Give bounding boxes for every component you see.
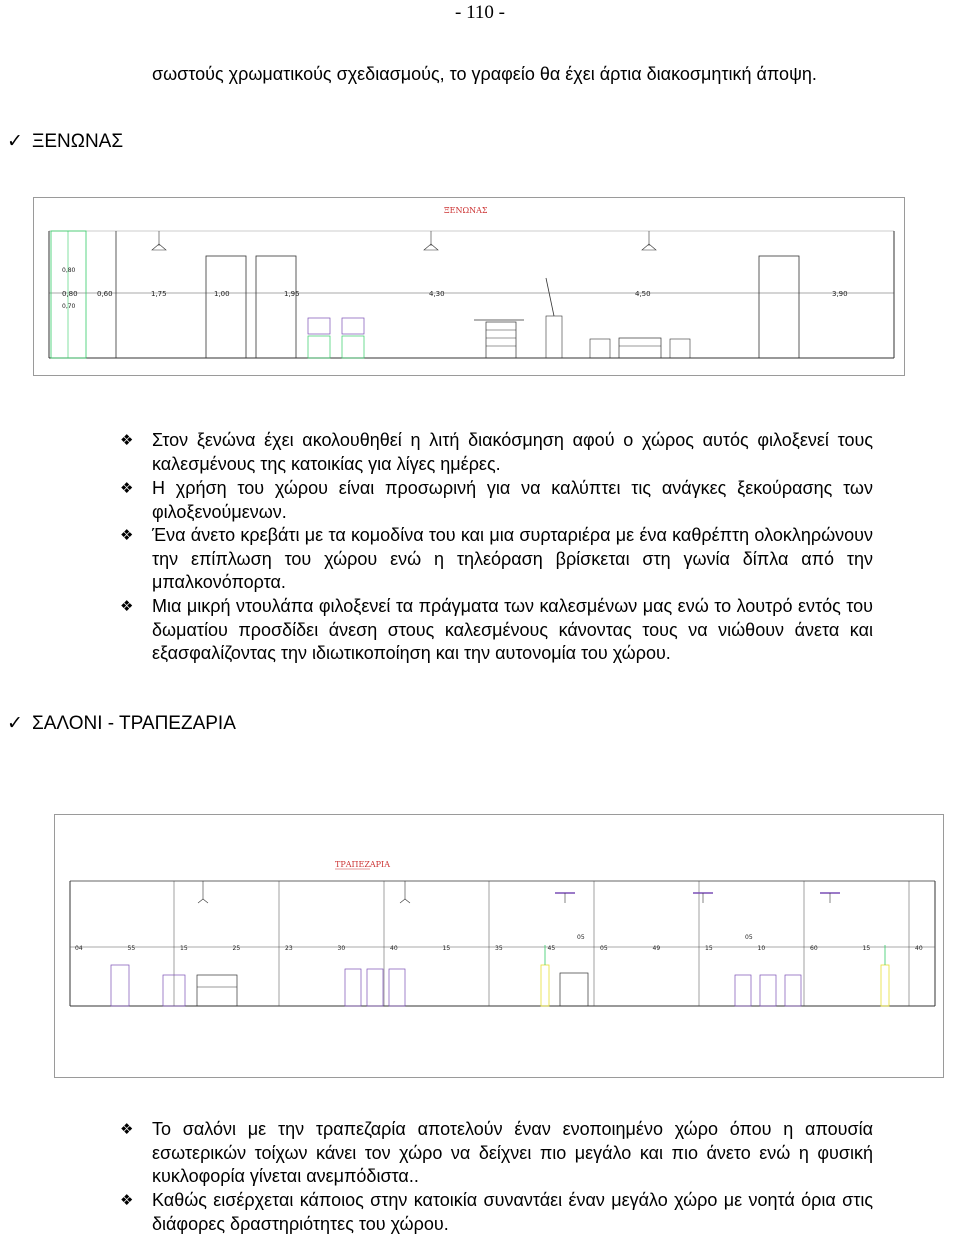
section-heading-living-dining xyxy=(0,712,236,736)
page-number: - 110 - xyxy=(455,2,505,23)
ceiling-lamp xyxy=(198,881,208,903)
drawing-title: ΤΡΑΠΕΖΑΡΙΑ xyxy=(335,860,390,869)
chair-2 xyxy=(342,318,364,358)
dimension-label-small: 0,80 xyxy=(62,267,76,274)
dimension-label: 40 xyxy=(915,945,923,952)
nightstand-right xyxy=(670,339,690,358)
door-3 xyxy=(759,256,799,358)
door-2 xyxy=(256,256,296,358)
dining-chair xyxy=(389,969,405,1006)
dimension-label: 3,90 xyxy=(832,290,848,298)
armchair xyxy=(197,975,237,1006)
dining-elevation-drawing xyxy=(54,814,944,1078)
bullet-item xyxy=(120,477,873,524)
diamond-bullet-icon: ❖ xyxy=(120,431,134,449)
diamond-bullet-icon: ❖ xyxy=(120,1120,134,1138)
bullet-text: Το σαλόνι με την τραπεζαρία αποτελούν έναν ενοποιημένο χώρο όπου η απουσία εσωτερικών τοίχων κάνει τον χώρο να δείχνει πιο μεγάλο και πιο άνετο ενώ η φυσική κυκλοφορία γίνεται ανεμπόδιστα.. xyxy=(152,1119,873,1186)
dimension-label-small: 05 xyxy=(577,934,585,941)
bullet-text: Η χρήση του χώρου είναι προσωρινή για να καλύπτει τις ανάγκες ξεκούρασης των φιλοξενούμενων. xyxy=(152,478,873,522)
dining-chair xyxy=(785,975,801,1006)
wall-sconce-purple xyxy=(555,893,575,903)
dimension-label: 15 xyxy=(705,945,713,952)
dimension-label-small: 0,70 xyxy=(62,303,76,310)
bed xyxy=(619,338,661,358)
wall-divisions xyxy=(174,881,909,1006)
dining-chair xyxy=(367,969,383,1006)
dresser xyxy=(474,320,524,358)
dimension-label: 60 xyxy=(810,945,818,952)
ceiling-lamp xyxy=(642,231,656,250)
chair-1 xyxy=(308,318,330,358)
bullet-item xyxy=(120,1189,873,1236)
dimension-label: 1,95 xyxy=(284,290,300,298)
bullet-item xyxy=(120,595,873,666)
check-icon: ✓ xyxy=(7,713,23,734)
dimension-label: 49 xyxy=(652,945,661,952)
diamond-bullet-icon: ❖ xyxy=(120,597,134,615)
dimension-label: 25 xyxy=(232,945,241,952)
ceiling-lamp xyxy=(400,881,410,903)
guestroom-elevation-drawing xyxy=(33,197,905,376)
bullet-text: Στον ξενώνα έχει ακολουθηθεί η λιτή διακόσμηση αφού ο χώρος αυτός φιλοξενεί τους καλεσμένους της κατοικίας για λίγες ημέρες. xyxy=(152,430,873,474)
dining-chair xyxy=(735,975,751,1006)
dimension-label: 55 xyxy=(127,945,136,952)
dimension-label: 0,60 xyxy=(97,290,113,298)
bullet-text: Μια μικρή ντουλάπα φιλοξενεί τα πράγματα των καλεσμένων μας ενώ το λουτρό εντός του δωματίου προσδίδει άνεση στους καλεσμένους κάνοντας τους να νιώθουν άνετα και εξασφαλίζοντας την ιδιωτικοποίηση και την αυτονομία του χώρου. xyxy=(152,596,873,663)
dimension-label: 05 xyxy=(600,945,608,952)
dimension-label: 35 xyxy=(495,945,503,952)
bullet-item xyxy=(120,429,873,476)
door-1 xyxy=(206,256,246,358)
dimension-label: 40 xyxy=(390,945,398,952)
dimension-label: 0,80 xyxy=(62,290,78,298)
plant-pot xyxy=(881,945,889,1006)
dimension-label: 45 xyxy=(547,945,556,952)
ceiling-lamp xyxy=(424,231,438,250)
dimension-label: 1,00 xyxy=(214,290,230,298)
dimension-label: 4,30 xyxy=(429,290,445,298)
dimension-label: 1,75 xyxy=(151,290,167,298)
diamond-bullet-icon: ❖ xyxy=(120,479,134,497)
section-heading-guestroom xyxy=(0,130,123,154)
dimension-label: 15 xyxy=(442,945,451,952)
plant-pot xyxy=(541,945,549,1006)
dining-elevation-svg xyxy=(55,815,943,1077)
intro-paragraph: σωστούς χρωματικούς σχεδιασμούς, το γραφείο θα έχει άρτια διακοσμητική άποψη. xyxy=(152,64,817,84)
nightstand-left xyxy=(590,339,610,358)
section-title: ΣΑΛΟΝΙ - ΤΡΑΠΕΖΑΡΙΑ xyxy=(32,713,236,734)
wall-sconce-purple xyxy=(693,893,713,903)
bullet-text: Καθώς εισέρχεται κάποιος στην κατοικία συναντάει έναν μεγάλο χώρο με νοητά όρια στις διάφορες δραστηριότητες του χώρου. xyxy=(152,1190,873,1234)
desk-lamp xyxy=(546,278,562,358)
dining-chair xyxy=(111,965,129,1006)
dimension-label: 4,50 xyxy=(635,290,651,298)
dimension-label-small: 05 xyxy=(745,934,753,941)
diamond-bullet-icon: ❖ xyxy=(120,1191,134,1209)
section-title: ΞΕΝΩΝΑΣ xyxy=(32,131,124,152)
dimension-label: 23 xyxy=(285,945,293,952)
guestroom-elevation-svg xyxy=(34,198,904,375)
drawing-title: ΞΕΝΩΝΑΣ xyxy=(444,206,488,215)
diamond-bullet-icon: ❖ xyxy=(120,526,134,544)
dimension-label: 15 xyxy=(862,945,871,952)
dining-chair xyxy=(760,975,776,1006)
dimension-label: 10 xyxy=(757,945,766,952)
dimension-labels xyxy=(75,945,923,952)
ceiling-lamp xyxy=(152,231,166,250)
wall-sconce-purple xyxy=(820,893,840,903)
check-icon: ✓ xyxy=(7,131,23,152)
bullet-item xyxy=(120,1118,873,1189)
dimension-label: 04 xyxy=(75,945,83,952)
dimension-label: 15 xyxy=(180,945,188,952)
dining-chair xyxy=(345,969,361,1006)
bullet-text: Ένα άνετο κρεβάτι με τα κομοδίνα του και μια συρταριέρα με ένα καθρέπτη ολοκληρώνουν την επίπλωση του χώρου ενώ η τηλεόραση βρίσκεται στη γωνία δίπλα από την μπαλκονόπορτα. xyxy=(152,525,873,592)
tv-cabinet xyxy=(560,973,588,1006)
bullet-item xyxy=(120,524,873,595)
dimension-label: 30 xyxy=(337,945,346,952)
